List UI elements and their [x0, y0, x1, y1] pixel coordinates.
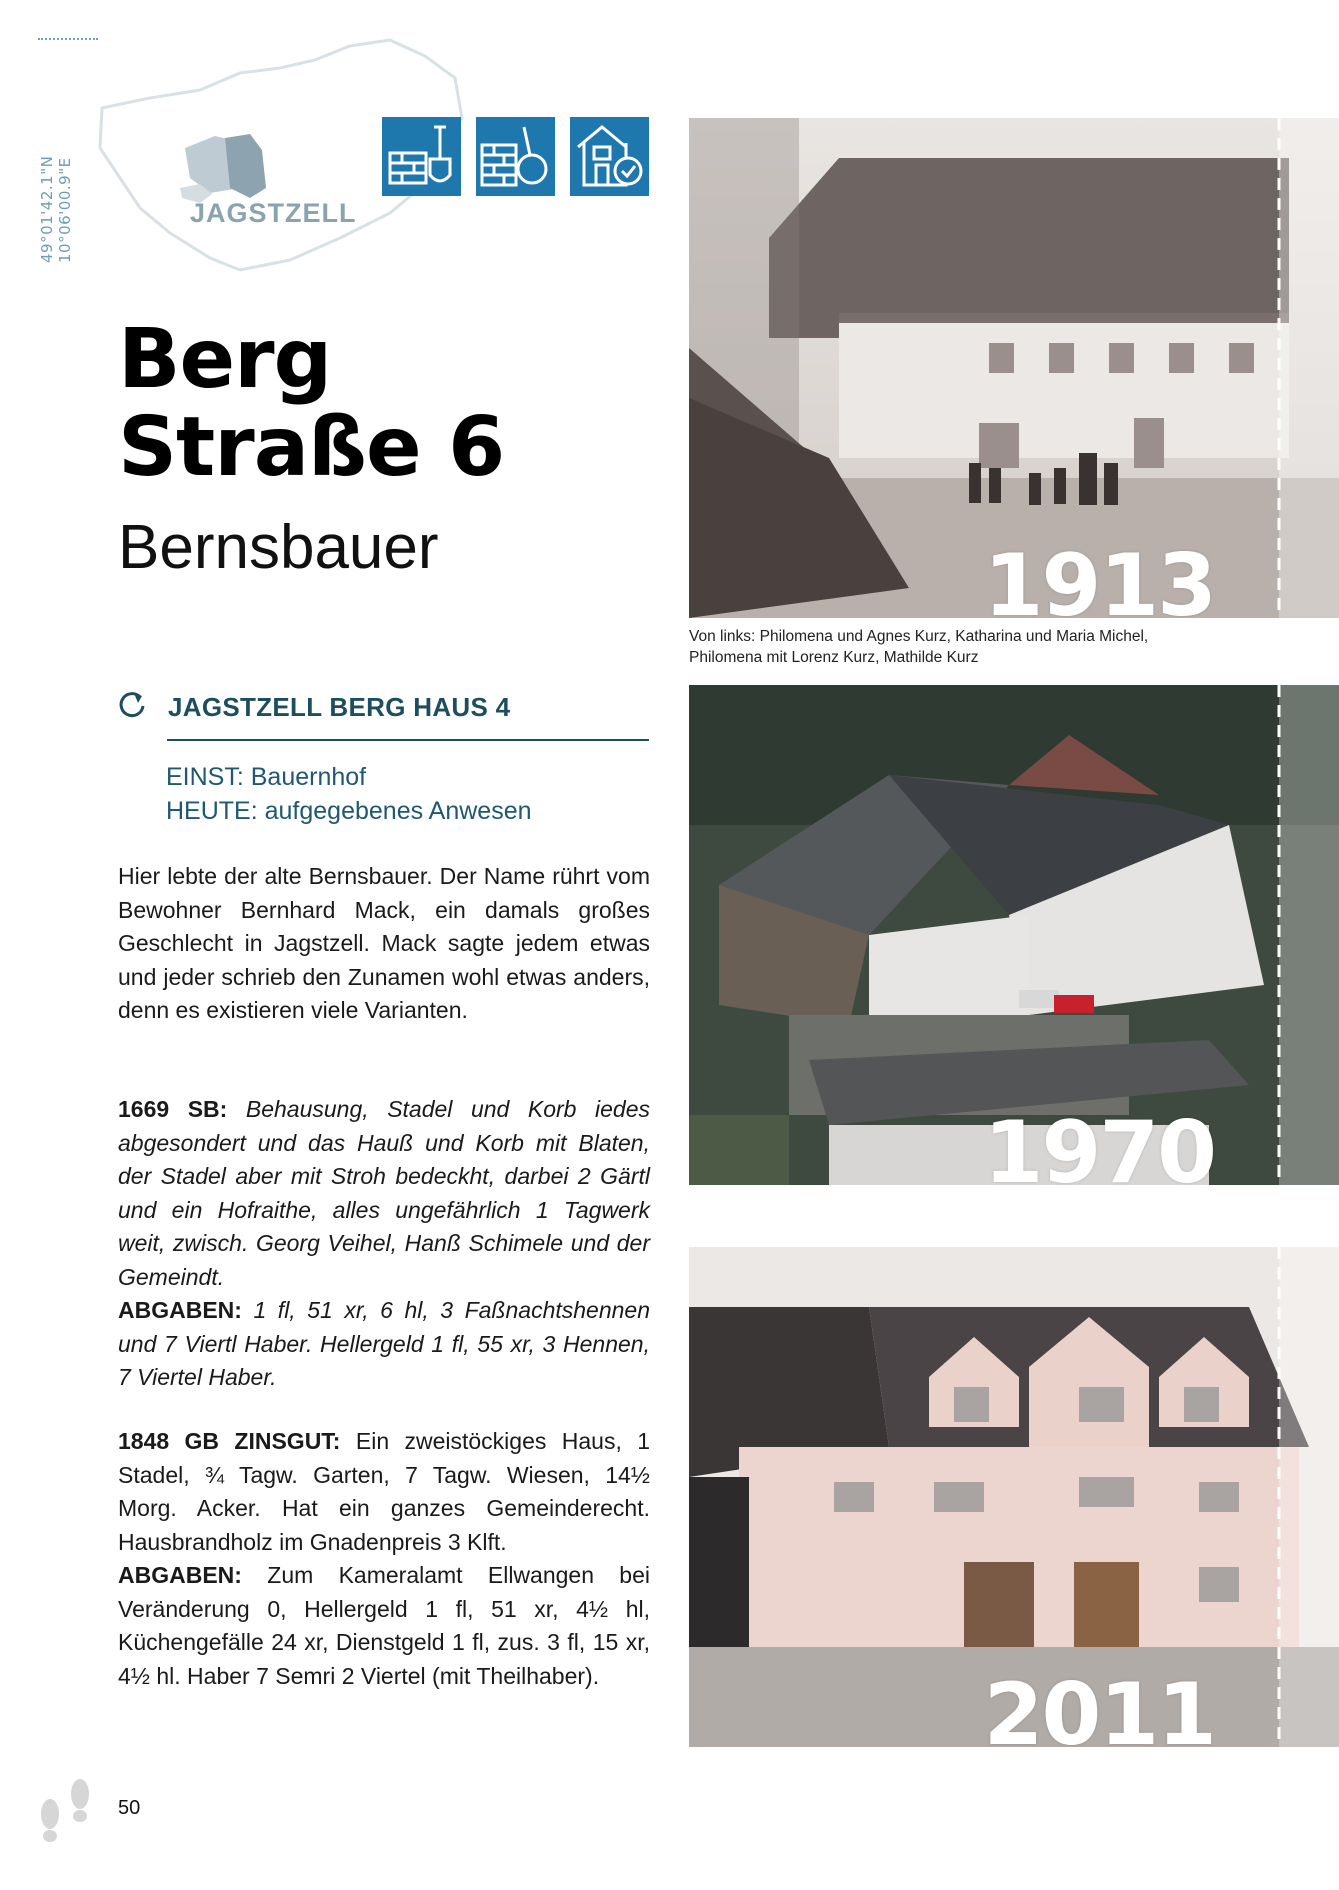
- entry-1848-label: 1848 GB ZINSGUT:: [118, 1428, 341, 1454]
- page-title: [118, 312, 505, 495]
- entry-1848-text: Ein zweistöckiges Haus, 1 Stadel, ¾ Tagw. Garten, 7 Tagw. Wiesen, 14½ Morg. Acker. Hat ein ganzes Gemeinderecht. Hausbrandholz im Gnadenpreis 3 Klft.: [118, 1428, 651, 1555]
- title-line-2: Straße 6: [118, 400, 505, 495]
- photo-1970: [689, 685, 1339, 1185]
- einst-text: EINST: Bauernhof: [166, 763, 367, 791]
- photo-caption: Von links: Philomena und Agnes Kurz, Katharina und Maria Michel, Philomena mit Lorenz Kurz, Mathilde Kurz: [689, 628, 1149, 666]
- entry-1848-abgaben-label: ABGABEN:: [118, 1562, 242, 1588]
- intro-paragraph: Hier lebte der alte Bernsbauer. Der Name rührt vom Bewohner Bernhard Mack, ein damals großes Geschlecht in Jagstzell. Mack sagte jedem etwas und jeder schrieb den Zunamen wohl etwas anders, denn es existieren viele Varianten.: [118, 863, 650, 1023]
- entry-1669-label: 1669 SB:: [118, 1096, 228, 1122]
- entry-1848: [118, 1425, 650, 1693]
- status-block: [166, 760, 532, 828]
- section-divider: [167, 739, 649, 741]
- refresh-icon: [117, 691, 147, 721]
- coordinates-text: 49°01'42.1"N 10°06'00.9"E: [38, 155, 74, 263]
- page-number: 50: [118, 1797, 141, 1819]
- page-subtitle: Bernsbauer: [118, 513, 439, 582]
- heute-text: HEUTE: aufgegebenes Anwesen: [166, 797, 532, 825]
- house-check-icon: [570, 117, 649, 196]
- year-label-1913: 1913: [983, 536, 1215, 618]
- entry-1669-abgaben-label: ABGABEN:: [118, 1297, 242, 1323]
- entry-1669: [118, 1093, 650, 1395]
- footprints-icon: [30, 1770, 105, 1845]
- demolition-icon: [476, 117, 555, 196]
- map-label: JAGSTZELL: [190, 198, 357, 228]
- year-label-1970: 1970: [983, 1103, 1215, 1185]
- coordinates: [38, 48, 74, 263]
- entry-1848-abgaben-text: Zum Kameralamt Ellwangen bei Veränderung 0, Hellergeld 1 fl, 51 xr, 4½ hl, Küchengefälle 24 xr, Dienstgeld 1 fl, zus. 3 fl, 15 xr, 4½ hl. Haber 7 Semri 2 Viertel (mit Theilhaber).: [118, 1562, 650, 1689]
- year-label-2011: 2011: [983, 1665, 1215, 1747]
- section-title: JAGSTZELL BERG HAUS 4: [168, 692, 511, 722]
- title-line-1: Berg: [118, 312, 332, 407]
- photo-2011: [689, 1247, 1339, 1747]
- photo-1913: [689, 118, 1339, 618]
- construction-icon: [382, 117, 461, 196]
- entry-1669-abgaben-text: 1 fl, 51 xr, 6 hl, 3 Faßnachtshennen und 7 Viertl Haber. Hellergeld 1 fl, 55 xr, 3 Hennen, 7 Viertel Haber.: [118, 1297, 650, 1390]
- entry-1669-text: Behausung, Stadel und Korb iedes abgesondert und das Hauß und Korb mit Blaten, der Stadel aber mit Stroh bedeckht, darbei 2 Gärtl und ein Hofraithe, alles ungefährlich 1 Tagwerk weit, zwisch. Georg Veihel, Hanß Schimele und der Gemeindt.: [118, 1096, 650, 1290]
- dotted-divider: [38, 38, 98, 40]
